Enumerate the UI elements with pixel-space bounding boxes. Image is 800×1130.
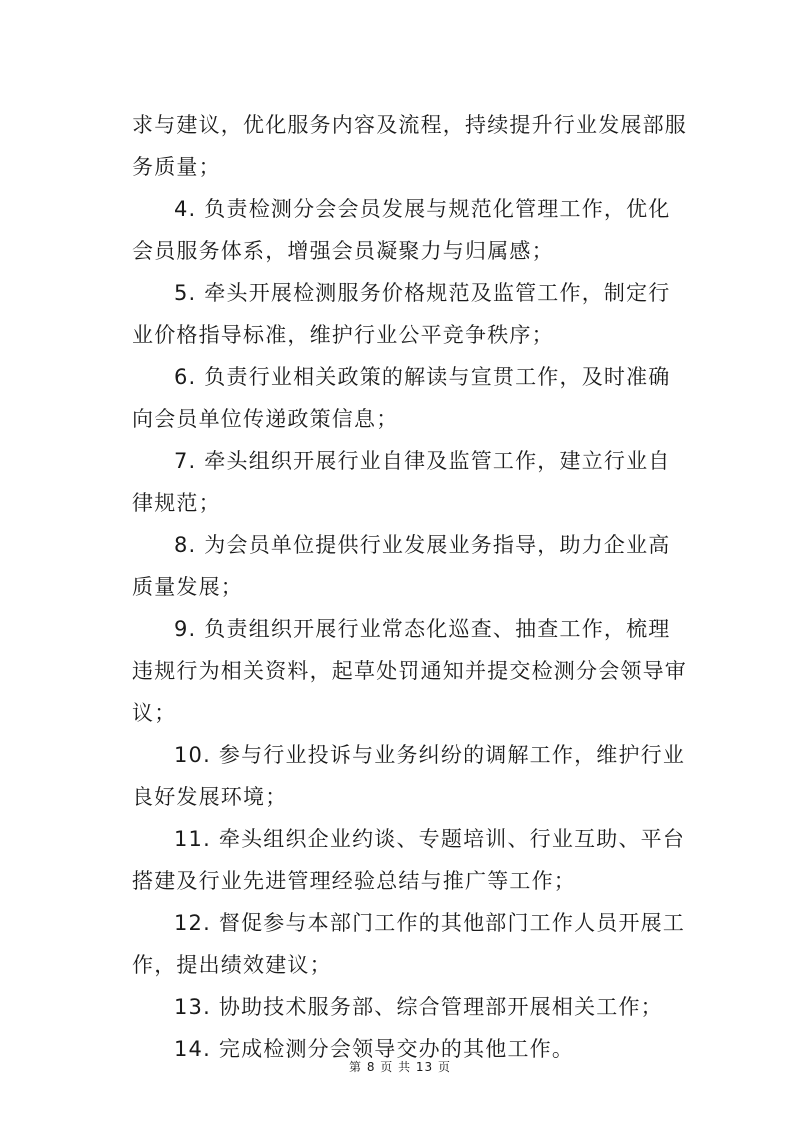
list-item-10: 10. 参与行业投诉与业务纠纷的调解工作，维护行业良好发展环境； [132,743,686,809]
list-item-7: 7. 牵头组织开展行业自律及监管工作，建立行业自律规范； [132,449,671,515]
list-item-12: 12. 督促参与本部门工作的其他部门工作人员开展工作，提出绩效建议； [132,911,686,977]
list-item-13: 13. 协助技术服务部、综合管理部开展相关工作； [174,995,663,1019]
list-item-11: 11. 牵头组织企业约谈、专题培训、行业互助、平台搭建及行业先进管理经验总结与推广等工作； [132,827,686,893]
list-item-6: 6. 负责行业相关政策的解读与宣贯工作，及时准确向会员单位传递政策信息； [132,365,671,431]
list-item-5: 5. 牵头开展检测服务价格规范及监管工作，制定行业价格指导标准，维护行业公平竞争秩序； [132,281,671,347]
document-body [132,104,692,1070]
list-item-9: 9. 负责组织开展行业常态化巡查、抽查工作，梳理违规行为相关资料，起草处罚通知并提交检测分会领导审议； [132,617,687,725]
list-item-4: 4. 负责检测分会会员发展与规范化管理工作，优化会员服务体系，增强会员凝聚力与归属感； [132,197,671,263]
page-number-footer: 第 8 页 共 13 页 [349,1060,451,1074]
paragraph-continuation: 求与建议，优化服务内容及流程，持续提升行业发展部服务质量； [132,113,687,179]
list-item-14: 14. 完成检测分会领导交办的其他工作。 [174,1037,575,1061]
list-item-8: 8. 为会员单位提供行业发展业务指导，助力企业高质量发展； [132,533,671,599]
